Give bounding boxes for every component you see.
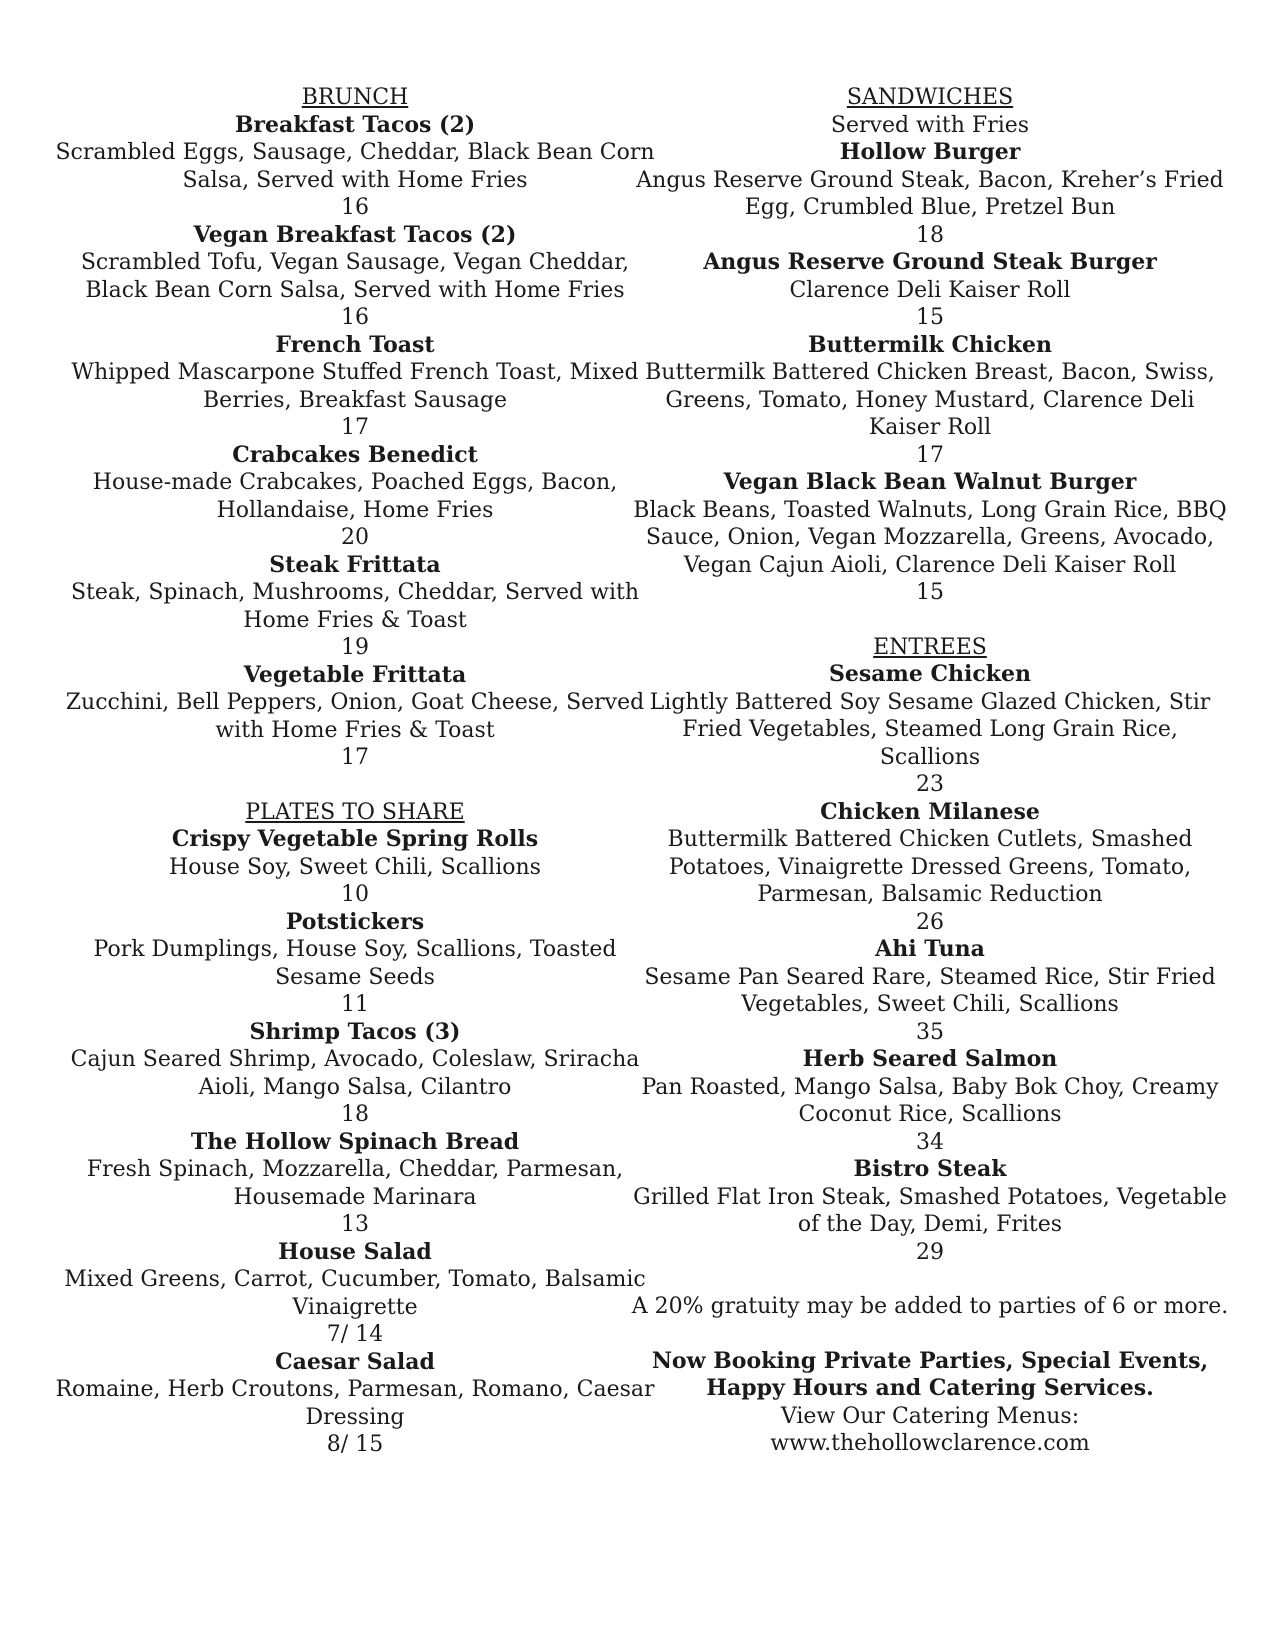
sandwiches-subtitle: Served with Fries xyxy=(830,112,1030,138)
item-name: Vegan Breakfast Tacos (2) xyxy=(193,221,517,248)
brunch-item xyxy=(55,112,655,222)
item-description: Scrambled Tofu, Vegan Sausage, Vegan Cheddar, Black Bean Corn Salsa, Served with Home Fries xyxy=(80,250,630,303)
entree-item xyxy=(630,1156,1230,1266)
right-column xyxy=(630,84,1230,1458)
left-column xyxy=(55,84,655,1459)
item-name: House Salad xyxy=(278,1238,432,1265)
sandwich-item xyxy=(630,139,1230,249)
item-price: 16 xyxy=(341,305,369,330)
item-description: Clarence Deli Kaiser Roll xyxy=(789,277,1071,303)
catering-label: View Our Catering Menus: xyxy=(780,1403,1080,1429)
plates-item xyxy=(55,1019,655,1129)
item-name: Herb Seared Salmon xyxy=(802,1046,1058,1072)
gratuity-note: A 20% gratuity may be added to parties of 6 or more. xyxy=(631,1294,1229,1319)
entrees-heading: ENTREES xyxy=(873,634,987,660)
item-description: Pan Roasted, Mango Salsa, Baby Bok Choy, Creamy Coconut Rice, Scallions xyxy=(641,1074,1219,1127)
item-price: 29 xyxy=(916,1239,944,1265)
item-description: Grilled Flat Iron Steak, Smashed Potatoes, Vegetable of the Day, Demi, Frites xyxy=(633,1184,1227,1237)
item-name: Caesar Salad xyxy=(275,1348,435,1375)
item-name: Bistro Steak xyxy=(853,1156,1007,1182)
item-price: 35 xyxy=(916,1019,944,1045)
item-price: 15 xyxy=(916,305,944,330)
item-description: Steak, Spinach, Mushrooms, Cheddar, Served with Home Fries & Toast xyxy=(70,580,639,633)
item-name: Breakfast Tacos (2) xyxy=(234,111,476,138)
item-description: Mixed Greens, Carrot, Cucumber, Tomato, Balsamic Vinaigrette xyxy=(64,1267,646,1320)
item-price: 20 xyxy=(341,525,369,550)
section-spacer xyxy=(630,1266,1230,1293)
section-spacer xyxy=(630,607,1230,634)
item-description: Lightly Battered Soy Sesame Glazed Chicken, Stir Fried Vegetables, Steamed Long Grain Rice, Scallions xyxy=(649,689,1211,770)
sandwich-item xyxy=(630,469,1230,607)
item-description: Zucchini, Bell Peppers, Onion, Goat Cheese, Served with Home Fries & Toast xyxy=(65,690,645,743)
item-name: French Toast xyxy=(275,331,435,358)
entree-item xyxy=(630,936,1230,1046)
item-description: Whipped Mascarpone Stuffed French Toast, Mixed Berries, Breakfast Sausage xyxy=(71,360,639,413)
item-name: Chicken Milanese xyxy=(820,798,1040,825)
item-name: Crabcakes Benedict xyxy=(232,441,478,468)
plates-item xyxy=(55,909,655,1019)
item-description: Sesame Pan Seared Rare, Steamed Rice, Stir Fried Vegetables, Sweet Chili, Scallions xyxy=(644,964,1216,1017)
item-price: 18 xyxy=(916,222,944,248)
item-description: Fresh Spinach, Mozzarella, Cheddar, Parmesan, Housemade Marinara xyxy=(86,1157,624,1210)
item-name: Steak Frittata xyxy=(269,551,441,578)
plates-item xyxy=(55,1129,655,1239)
entree-item xyxy=(630,799,1230,937)
item-price: 15 xyxy=(916,580,944,605)
item-name: Buttermilk Chicken xyxy=(808,331,1052,358)
brunch-item xyxy=(55,552,655,662)
entree-item xyxy=(630,661,1230,799)
item-name: Vegan Black Bean Walnut Burger xyxy=(723,469,1137,495)
sandwich-item xyxy=(630,249,1230,332)
item-description: House-made Crabcakes, Poached Eggs, Bacon, Hollandaise, Home Fries xyxy=(92,470,618,523)
item-description: Scrambled Eggs, Sausage, Cheddar, Black Bean Corn Salsa, Served with Home Fries xyxy=(55,140,655,193)
item-price: 7/ 14 xyxy=(326,1322,384,1347)
item-description: Buttermilk Battered Chicken Cutlets, Smashed Potatoes, Vinaigrette Dressed Greens, Tomato, Parmesan, Balsamic Reduction xyxy=(667,827,1193,907)
website-link[interactable]: www.thehollowclarence.com xyxy=(770,1431,1090,1456)
item-description: Buttermilk Battered Chicken Breast, Bacon, Swiss, Greens, Tomato, Honey Mustard, Clarence Deli Kaiser Roll xyxy=(645,360,1215,440)
brunch-item xyxy=(55,442,655,552)
item-name: Shrimp Tacos (3) xyxy=(249,1018,461,1045)
item-name: Crispy Vegetable Spring Rolls xyxy=(171,826,539,852)
item-price: 23 xyxy=(916,772,944,797)
entree-item xyxy=(630,1046,1230,1156)
item-price: 11 xyxy=(341,992,369,1017)
item-price: 8/ 15 xyxy=(326,1432,384,1457)
item-price: 16 xyxy=(341,195,369,220)
item-description: Romaine, Herb Croutons, Parmesan, Romano, Caesar Dressing xyxy=(55,1377,655,1430)
plates-item xyxy=(55,826,655,909)
item-price: 19 xyxy=(341,635,369,660)
item-description: Black Beans, Toasted Walnuts, Long Grain Rice, BBQ Sauce, Onion, Vegan Mozzarella, Greens, Avocado, Vegan Cajun Aioli, Clarence Deli Kaiser Roll xyxy=(633,497,1227,578)
brunch-item xyxy=(55,222,655,332)
booking-note: Now Booking Private Parties, Special Events, Happy Hours and Catering Services. xyxy=(651,1347,1209,1401)
item-price: 26 xyxy=(916,909,944,935)
sandwiches-heading: SANDWICHES xyxy=(846,85,1014,110)
item-description: Cajun Seared Shrimp, Avocado, Coleslaw, Sriracha Aioli, Mango Salsa, Cilantro xyxy=(70,1047,640,1100)
item-price: 17 xyxy=(341,745,369,770)
item-price: 10 xyxy=(341,882,369,907)
item-name: The Hollow Spinach Bread xyxy=(190,1128,520,1155)
item-name: Potstickers xyxy=(285,908,425,935)
item-name: Vegetable Frittata xyxy=(243,661,467,688)
plates-item xyxy=(55,1349,655,1459)
sandwich-item xyxy=(630,332,1230,470)
brunch-item xyxy=(55,662,655,772)
item-description: Pork Dumplings, House Soy, Scallions, Toasted Sesame Seeds xyxy=(93,937,617,990)
brunch-item xyxy=(55,332,655,442)
section-spacer xyxy=(55,772,655,799)
section-spacer xyxy=(630,1321,1230,1348)
item-price: 34 xyxy=(916,1129,944,1155)
item-price: 17 xyxy=(341,415,369,440)
item-name: Angus Reserve Ground Steak Burger xyxy=(703,249,1157,275)
brunch-heading: BRUNCH xyxy=(301,85,409,110)
item-name: Ahi Tuna xyxy=(875,936,985,962)
item-price: 13 xyxy=(341,1212,369,1237)
item-name: Sesame Chicken xyxy=(829,661,1031,687)
plates-item xyxy=(55,1239,655,1349)
item-description: House Soy, Sweet Chili, Scallions xyxy=(169,854,541,880)
plates-heading: PLATES TO SHARE xyxy=(245,799,465,825)
item-description: Angus Reserve Ground Steak, Bacon, Kreher’s Fried Egg, Crumbled Blue, Pretzel Bun xyxy=(636,167,1224,220)
item-price: 17 xyxy=(916,442,944,468)
item-price: 18 xyxy=(341,1102,369,1127)
item-name: Hollow Burger xyxy=(839,139,1021,165)
